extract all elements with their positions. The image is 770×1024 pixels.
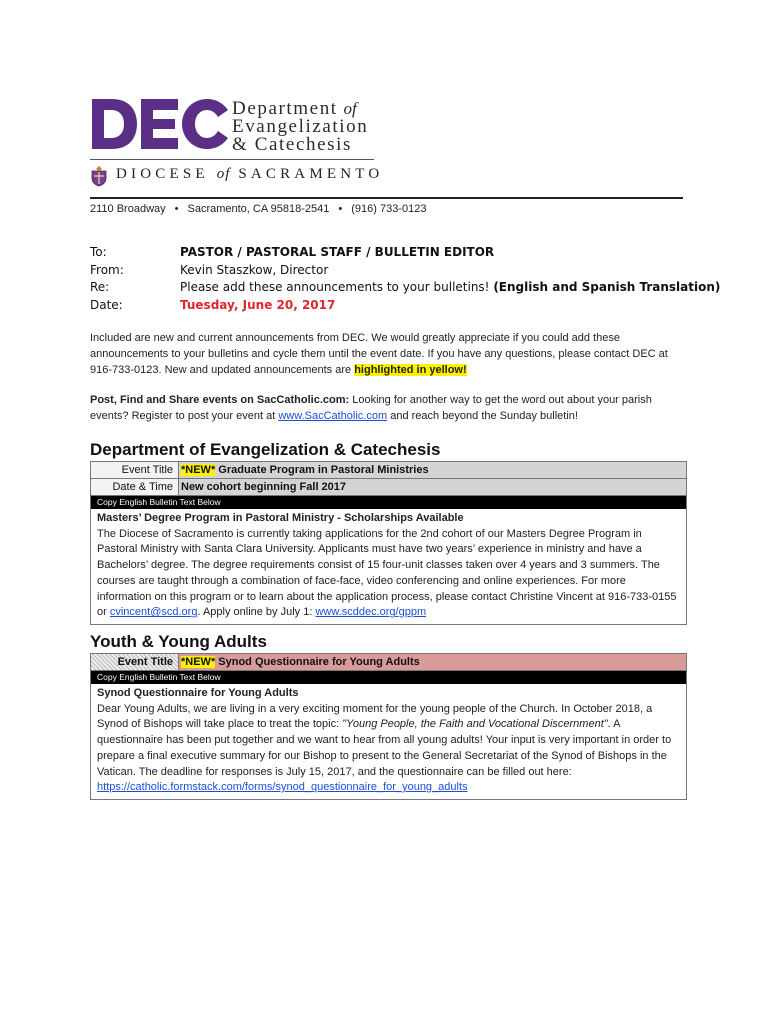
synod-questionnaire-link[interactable]: https://catholic.formstack.com/forms/synod_questionnaire_for_young_adults [97,781,468,794]
event-title-label: Event Title [91,654,179,670]
event-title-value: *NEW* Synod Questionnaire for Young Adults [181,656,420,668]
event-body: Masters’ Degree Program in Pastoral Ministry - Scholarships Available The Diocese of Sacramento is currently taking applications for the 2nd cohort of our Masters Degree Program in Pastoral Ministry with Santa Clara University. Applicants must have two years’ experience in ministry and have a Bachelors’ degree. The degree requirements consist of 15 four-unit classes taken over 4 years and 3 summers. The courses are taught through a combination of face-face, video conferencing and online experiences. For more information on this program or to learn about the application process, please contact Christine Vincent at 916-733-0155 or cvincent@scd.org. Apply online by July 1: www.scddec.org/gppm [97,512,677,619]
copy-bar: Copy English Bulletin Text Below [91,671,686,684]
header-rule [90,197,683,199]
event-title-value: *NEW* Graduate Program in Pastoral Ministries [181,464,429,476]
post-find-paragraph: Post, Find and Share events on SacCatholic.com: Looking for another way to get the word out about your parish events? Register to post your event at www.SacCatholic.com and reach beyond the Sunday bulletin! [90,394,652,422]
date-time-label: Date & Time [91,479,179,495]
memo-header: To: PASTOR / PASTORAL STAFF / BULLETIN EDITOR From: Kevin Staszkow, Director Re: Please add these announcements to your bulletins! (English and Spanish Translation) Date: Tuesday, June 20, 2017 [90,244,720,314]
diocese-crest-icon [90,165,108,187]
date-time-value: New cohort beginning Fall 2017 [181,481,347,493]
dept-name-line2: Evangelization [232,116,369,137]
gppm-link[interactable]: www.scddec.org/gppm [315,606,427,619]
memo-from: Kevin Staszkow, Director [180,262,329,277]
saccatholic-link[interactable]: www.SacCatholic.com [278,410,388,422]
phone: (916) 733-0123 [351,203,427,215]
section-title-dec: Department of Evangelization & Catechesis [90,440,441,459]
memo-date: Tuesday, June 20, 2017 [180,297,336,312]
dept-name-line1: Department of [232,98,357,119]
email-link[interactable]: cvincent@scd.org [109,606,198,619]
diocese-name: DIOCESE of SACRAMENTO [116,166,384,182]
intro-paragraph: Included are new and current announcements from DEC. We would greatly appreciate if you could add these announcements to your bulletins and cycle them until the event date. If you have any questions, please contact DEC at 916-733-0123. New and updated announcements are highlighted in yellow! [90,332,668,376]
event-card-graduate-program [90,461,687,625]
copy-bar: Copy English Bulletin Text Below [91,496,686,509]
city: Sacramento, CA 95818-2541 [187,203,330,215]
memo-to: PASTOR / PASTORAL STAFF / BULLETIN EDITOR [180,245,495,259]
event-title-label: Event Title [91,462,179,478]
dec-logo [90,96,230,152]
section-title-youth: Youth & Young Adults [90,632,267,651]
memo-re: Please add these announcements to your bulletins! (English and Spanish Translation) [180,280,721,294]
dept-name-line3: & Catechesis [232,134,352,155]
street: 2110 Broadway [90,203,166,215]
event-card-synod [90,653,687,800]
letterhead-divider [90,159,374,160]
event-body: Synod Questionnaire for Young Adults Dear Young Adults, we are living in a very exciting moment for the young people of the Church. In October 2018, a Synod of Bishops will take place to treat the topic: "Young People, the Faith and Vocational Discernment". A questionnaire has been put together and we want to hear from all young adults! Your input is very important in order to prepare a final executive summary for our Bishop to present to the General Secretariat of the Synod of Bishops in the Vatican. The deadline for responses is July 15, 2017, and the questionnaire can be filled out here: https://catholic.formstack.com/forms/synod_questionnaire_for_young_adults [97,687,672,794]
address-line: 2110 Broadway • Sacramento, CA 95818-2541 • (916) 733-0123 [90,203,427,215]
